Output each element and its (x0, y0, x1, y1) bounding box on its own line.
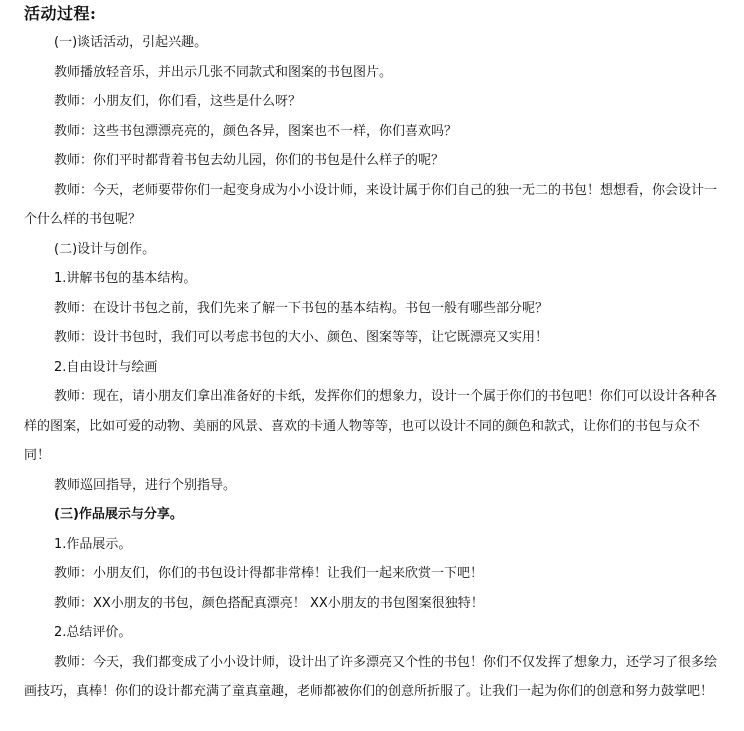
paragraph: 教师：小朋友们，你们的书包设计得都非常棒！让我们一起来欣赏一下吧！ (54, 566, 484, 581)
paragraph-step-1-title: (一)谈话活动，引起兴趣。 (54, 35, 208, 50)
paragraph-step-2-title: (二)设计与创作。 (54, 241, 156, 257)
paragraph: 教师：现在，请小朋友们拿出准备好的卡纸，发挥你们的想象力，设计一个属于你们的书包吧！你们可以设计各种各样的图案，比如可爱的动物、美丽的风景、喜欢的卡通人物等等，也可以设计不同的颜色和款式，让你们的书包与众不同！ (24, 389, 718, 463)
paragraph: 教师：你们平时都背着书包去幼儿园，你们的书包是什么样子的呢？ (54, 153, 445, 168)
paragraph: 教师：这些书包漂漂亮亮的，颜色各异，图案也不一样，你们喜欢吗？ (54, 123, 458, 139)
section-heading: 活动过程: (24, 4, 97, 23)
paragraph: 教师：XX小朋友的书包，颜色搭配真漂亮！ XX小朋友的书包图案很独特！ (54, 595, 484, 611)
paragraph-subtitle: 2.总结评价。 (54, 625, 132, 640)
paragraph-subtitle: 1.讲解书包的基本结构。 (54, 271, 197, 286)
paragraph: 教师播放轻音乐，并出示几张不同款式和图案的书包图片。 (54, 64, 393, 80)
paragraph: 教师：小朋友们，你们看，这些是什么呀？ (54, 94, 302, 109)
document-body (24, 0, 724, 707)
paragraph: 教师巡回指导，进行个别指导。 (54, 477, 237, 493)
paragraph: 教师：今天，我们都变成了小小设计师，设计出了许多漂亮又个性的书包！你们不仅发挥了想象力，还学习了很多绘画技巧，真棒！你们的设计都充满了童真童趣，老师都被你们的创意所折服了。让我们一起为你们的创意和努力鼓掌吧！ (24, 654, 718, 699)
paragraph-step-3-title: (三)作品展示与分享。 (54, 507, 183, 522)
paragraph: 教师：设计书包时，我们可以考虑书包的大小、颜色、图案等等，让它既漂亮又实用！ (54, 330, 549, 345)
paragraph-subtitle: 1.作品展示。 (54, 536, 132, 552)
paragraph-subtitle: 2.自由设计与绘画 (54, 359, 158, 375)
paragraph: 教师：在设计书包之前，我们先来了解一下书包的基本结构。书包一般有哪些部分呢？ (54, 300, 549, 316)
paragraph: 教师：今天，老师要带你们一起变身成为小小设计师，来设计属于你们自己的独一无二的书包！想想看，你会设计一个什么样的书包呢？ (24, 182, 718, 227)
